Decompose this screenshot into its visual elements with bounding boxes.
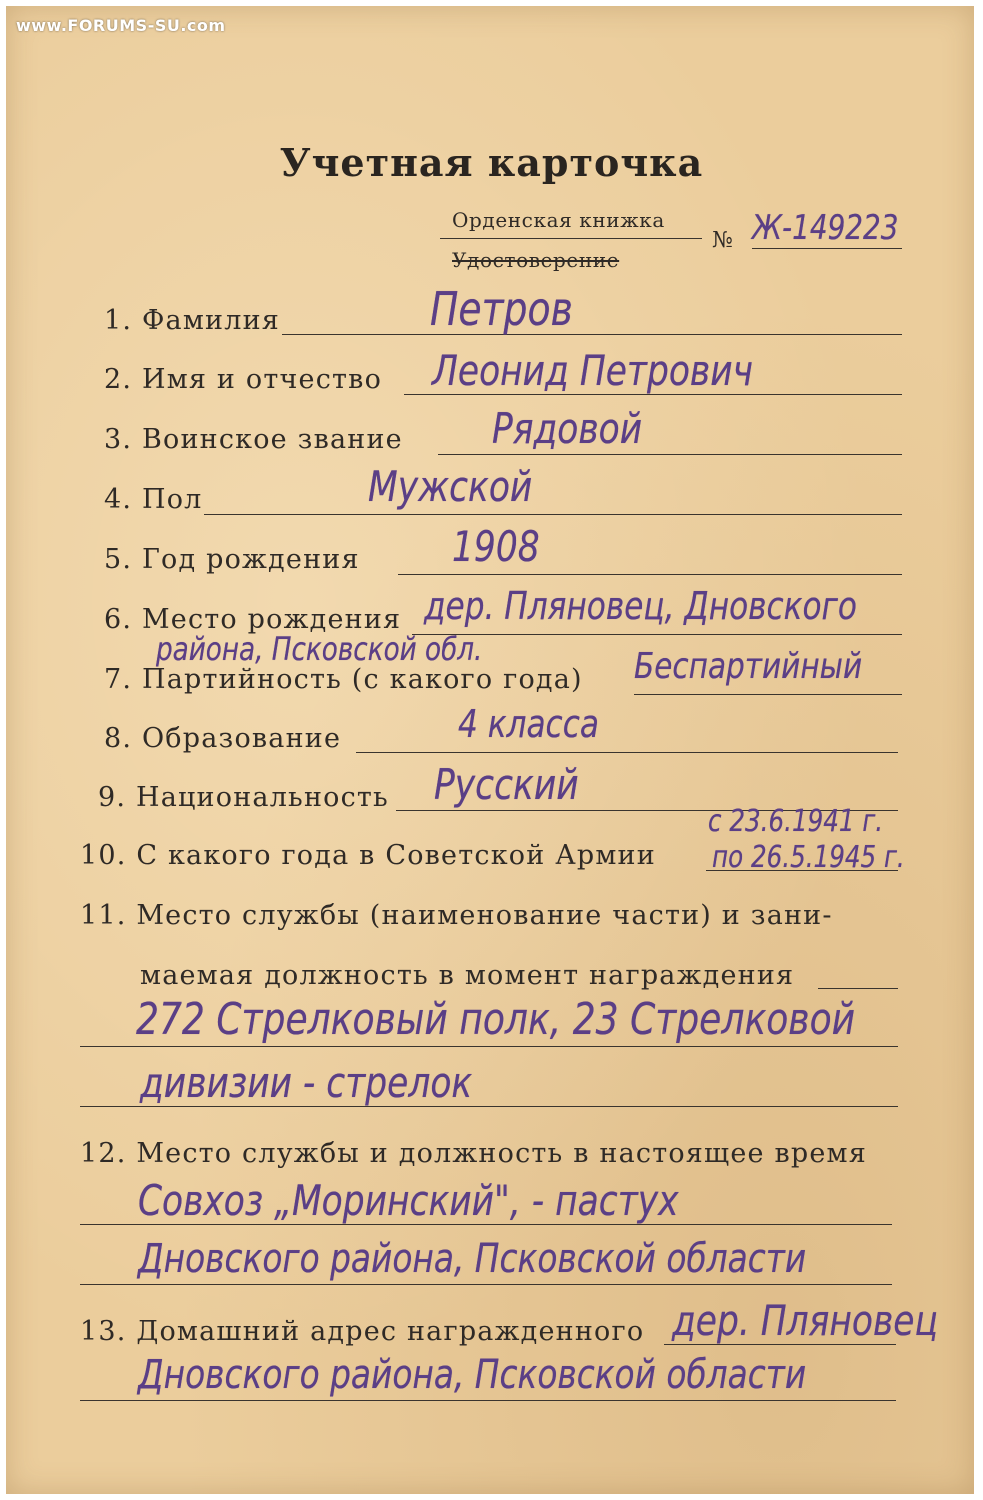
value-army-to: по 26.5.1945 г.	[712, 840, 905, 875]
label-education: 8. Образование	[104, 723, 342, 754]
label-name-patronymic: 2. Имя и отчество	[104, 364, 383, 395]
value-current-service: Совхоз „Моринский", - пастух	[138, 1176, 679, 1225]
label-party: 7. Партийность (с какого года)	[104, 664, 583, 695]
label-rank: 3. Воинское звание	[104, 424, 403, 455]
value-name-patronymic: Леонид Петрович	[432, 346, 753, 395]
line-service-place	[818, 988, 898, 989]
value-birth-year: 1908	[452, 522, 540, 571]
line-education	[356, 752, 898, 753]
line-service-place-2	[80, 1046, 898, 1047]
label-army-service: 10. С какого года в Советской Армии	[80, 840, 656, 871]
label-birth-place: 6. Место рождения	[104, 604, 402, 635]
line-rank	[438, 454, 902, 455]
label-service-place: 11. Место службы (наименование части) и зани-	[80, 900, 833, 931]
label-home-address: 13. Домашний адрес награжденного	[80, 1316, 645, 1347]
value-current-service-line2: Дновского района, Псковской области	[138, 1236, 807, 1282]
value-surname: Петров	[430, 282, 573, 336]
doc-type-order-book: Орденская книжка	[452, 208, 665, 232]
number-underline	[752, 248, 902, 249]
watermark: www.FORUMS-SU.com	[16, 16, 226, 35]
value-rank: Рядовой	[492, 404, 643, 453]
label-current-service: 12. Место службы и должность в настоящее время	[80, 1138, 867, 1169]
value-education: 4 класса	[458, 702, 599, 746]
line-birth-year	[398, 574, 902, 575]
value-birth-place: дер. Пляновец, Дновского	[424, 584, 857, 628]
value-home-address: дер. Пляновец	[672, 1296, 938, 1345]
label-service-place-line2: маемая должность в момент награждения	[140, 960, 795, 991]
number-sign: №	[712, 228, 735, 253]
label-nationality: 9. Национальность	[98, 782, 389, 813]
label-surname: 1. Фамилия	[104, 305, 281, 336]
card-title: Учетная карточка	[279, 140, 704, 185]
value-birth-place-line2: района, Псковской обл.	[156, 630, 483, 668]
doc-type-certificate: Удостоверение	[452, 248, 620, 272]
label-sex: 4. Пол	[104, 484, 203, 515]
value-service-position: дивизии - стрелок	[140, 1058, 473, 1107]
line-sex	[204, 514, 902, 515]
line-current-service-2	[80, 1284, 892, 1285]
value-army-from: с 23.6.1941 г.	[708, 804, 884, 839]
value-home-address-line2: Дновского района, Псковской области	[138, 1352, 807, 1398]
label-birth-year: 5. Год рождения	[104, 544, 360, 575]
line-party	[634, 694, 902, 695]
doc-type-underline	[440, 238, 702, 239]
value-sex: Мужской	[368, 462, 533, 511]
value-nationality: Русский	[434, 760, 579, 809]
line-birth-place	[412, 634, 902, 635]
line-home-address-2	[80, 1400, 896, 1401]
line-surname	[282, 334, 902, 335]
value-service-unit: 272 Стрелковый полк, 23 Стрелковой	[136, 994, 856, 1045]
value-party: Беспартийный	[634, 646, 863, 687]
order-book-number: Ж-149223	[752, 208, 899, 248]
